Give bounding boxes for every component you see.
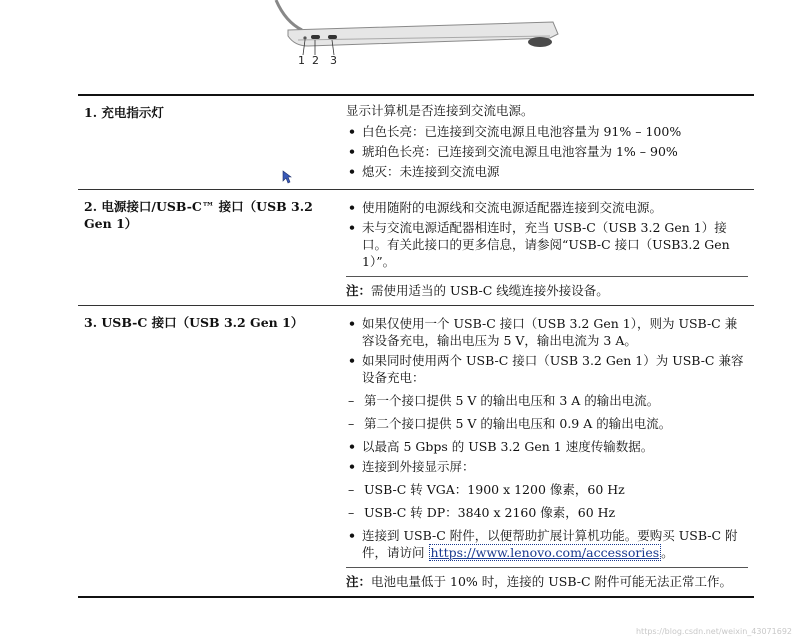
port-label-3: 3 xyxy=(330,54,337,67)
list-item: • 使用随附的电源线和交流电源适配器连接到交流电源。 xyxy=(346,199,748,216)
mouse-cursor-icon xyxy=(282,170,292,184)
row-content xyxy=(340,190,754,305)
note-label: 注： xyxy=(346,283,372,298)
list-item: • 如果同时使用两个 USB-C 接口（USB 3.2 Gen 1）为 USB-C 兼容设备充电： xyxy=(346,352,748,386)
row-note xyxy=(346,276,748,299)
row-note xyxy=(346,567,748,590)
port-label-2: 2 xyxy=(312,54,319,67)
list-item: • 琥珀色长亮：已连接到交流电源且电池容量为 1% – 90% xyxy=(346,143,748,160)
sub-list-item: – 第一个接口提供 5 V 的输出电压和 3 A 的输出电流。 xyxy=(346,392,748,409)
port-label-1: 1 xyxy=(298,54,305,67)
list-item-text: 连接到 USB-C 附件，以便帮助扩展计算机功能。要购买 USB-C 附件，请访问 xyxy=(362,528,738,560)
list-item: • 连接到外接显示屏： xyxy=(346,458,748,475)
row-header: 3. USB-C 接口（USB 3.2 Gen 1） xyxy=(84,315,304,330)
row-header: 2. 电源接口/USB-C™ 接口（USB 3.2 Gen 1） xyxy=(84,199,313,231)
row-header: 1. 充电指示灯 xyxy=(84,105,164,120)
list-item: • 未与交流电源适配器相连时，充当 USB-C（USB 3.2 Gen 1）接口。有关此接口的更多信息，请参阅“USB-C 接口（USB3.2 Gen 1）”。 xyxy=(346,219,748,270)
charging-led-icon xyxy=(303,36,306,39)
table-row xyxy=(78,96,754,189)
watermark-text: https://blog.csdn.net/weixin_43071692 xyxy=(635,627,792,636)
row-content xyxy=(340,96,754,189)
note-label: 注： xyxy=(346,574,372,589)
list-item-end: 。 xyxy=(661,545,674,560)
row-content xyxy=(340,306,754,596)
usb-c-port-1-icon xyxy=(311,35,320,39)
row-description: 显示计算机是否连接到交流电源。 xyxy=(346,103,534,118)
table-row xyxy=(78,189,754,305)
usb-c-port-2-icon xyxy=(328,35,337,39)
note-text: 电池电量低于 10% 时，连接的 USB-C 附件可能无法正常工作。 xyxy=(371,574,732,589)
port-spec-table xyxy=(78,94,754,598)
list-item: • 熄灭：未连接到交流电源 xyxy=(346,163,748,180)
list-item xyxy=(346,527,748,561)
table-row xyxy=(78,305,754,596)
list-item: • 如果仅使用一个 USB-C 接口（USB 3.2 Gen 1），则为 USB-C 兼容设备充电，输出电压为 5 V，输出电流为 3 A。 xyxy=(346,315,748,349)
sub-list-item: – USB-C 转 VGA：1900 x 1200 像素，60 Hz xyxy=(346,481,748,498)
list-item: • 白色长亮：已连接到交流电源且电池容量为 91% – 100% xyxy=(346,123,748,140)
lenovo-accessories-link[interactable]: https://www.lenovo.com/accessories xyxy=(430,545,660,560)
sub-list-item: – USB-C 转 DP：3840 x 2160 像素，60 Hz xyxy=(346,504,748,521)
sub-list-item: – 第二个接口提供 5 V 的输出电压和 0.9 A 的输出电流。 xyxy=(346,415,748,432)
list-item: • 以最高 5 Gbps 的 USB 3.2 Gen 1 速度传输数据。 xyxy=(346,438,748,455)
note-text: 需使用适当的 USB-C 线缆连接外接设备。 xyxy=(371,283,609,298)
